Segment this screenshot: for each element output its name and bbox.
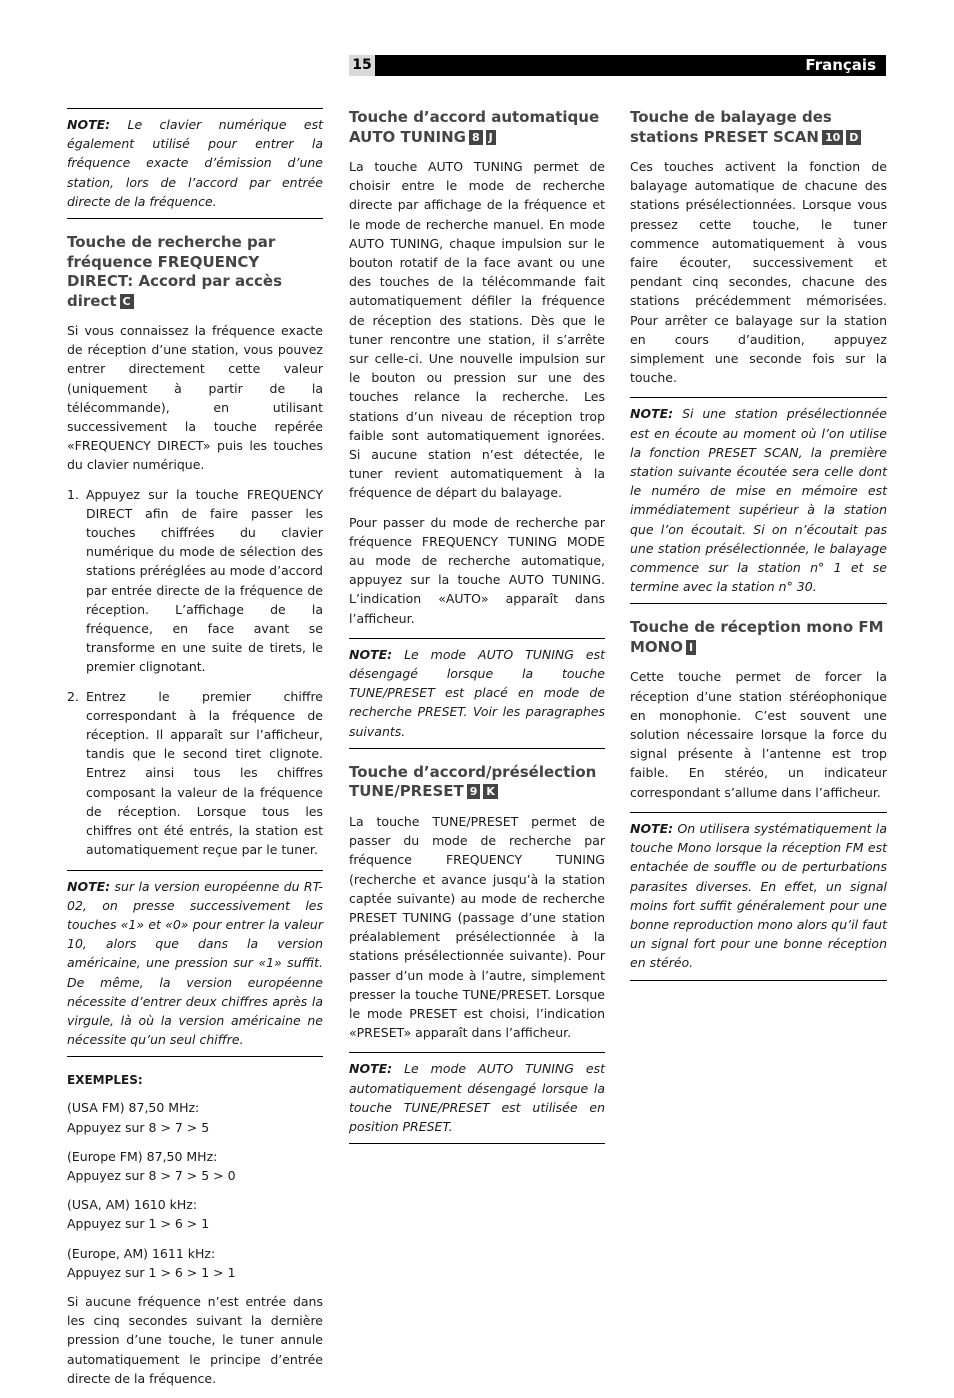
examples-heading: EXEMPLES: bbox=[67, 1073, 143, 1088]
note-box bbox=[630, 397, 887, 604]
page-number: 15 bbox=[349, 55, 375, 76]
column-1 bbox=[67, 108, 323, 1398]
numbered-list bbox=[67, 485, 323, 860]
example-line: (USA FM) 87,50 MHz: bbox=[67, 1100, 200, 1116]
example-line: Appuyez sur 1 > 6 > 1 > 1 bbox=[67, 1264, 236, 1280]
key-badge: 8 bbox=[469, 130, 483, 145]
example-line: Appuyez sur 8 > 7 > 5 bbox=[67, 1119, 210, 1135]
note-text: Le mode AUTO TUNING est désengagé lorsque la touche TUNE/PRESET est placé en mode de recherche PRESET. Voir les paragraphes suivants. bbox=[349, 646, 605, 739]
heading-text: Touche d’accord automatique AUTO TUNING bbox=[349, 108, 600, 146]
paragraph: Si vous connaissez la fréquence exacte de réception d’une station, vous pouvez entrer directement cette valeur (uniquement à partir de la télécommande), en utilisant successivement la touche repérée «FREQUENCY DIRECT» puis les touches du clavier numérique. bbox=[67, 323, 323, 473]
section-heading bbox=[630, 108, 887, 147]
paragraph: Ces touches activent la fonction de balayage automatique de chacune des stations présélectionnées. Lorsque vous pressez cette touche, le tuner commence automatiquement à vous faire écouter, successivement et pendant cinq secondes, chacune des stations précédemment mémorisées. Pour arrêter ce balayage sur la station en cours d’audition, appuyez simplement une seconde fois sur la touche. bbox=[630, 159, 887, 386]
key-badge: D bbox=[846, 130, 861, 145]
example-line: (Europe FM) 87,50 MHz: bbox=[67, 1148, 218, 1164]
example-line: (USA, AM) 1610 kHz: bbox=[67, 1197, 198, 1213]
note-label: NOTE: bbox=[67, 878, 111, 894]
paragraph: Cette touche permet de forcer la réception d’une station stéréophonique en monophonie. C’est souvent une solution nécessaire lorsque la force du signal présente à l’antenne est trop faible. En stéréo, un indicateur correspondant s’allume dans l’afficheur. bbox=[630, 669, 887, 800]
paragraph: La touche AUTO TUNING permet de choisir entre le mode de recherche directe par affichage de la fréquence et le mode de recherche manuel. En mode AUTO TUNING, chaque impulsion sur le bouton rotatif de la face avant ou une des touches de la télécommande fait automatiquement défiler la fréquence de réception des stations. Dès que le tuner rencontre une station, il s’arrête sur celle-ci. Une nouvelle impulsion sur le bouton ou pression sur une des touches relance la recherche. Les stations d’un niveau de réception trop faible sont automatiquement ignorées. Si aucune station n’est détectée, le tuner revient automatiquement à la fréquence de départ du balayage. bbox=[349, 159, 605, 501]
key-badge: 9 bbox=[467, 784, 481, 799]
heading-text: Touche d’accord/présélection TUNE/PRESET bbox=[349, 762, 597, 801]
example bbox=[67, 1147, 323, 1185]
example bbox=[67, 1195, 323, 1233]
example-line: Appuyez sur 8 > 7 > 5 > 0 bbox=[67, 1167, 236, 1183]
list-number: 1. bbox=[67, 486, 79, 502]
note-text: Le clavier numérique est également utilisé pour entrer la fréquence exacte d’émission d’une station, lors de l’accord par entrée directe de la fréquence. bbox=[67, 117, 323, 209]
examples-list bbox=[67, 1098, 323, 1282]
note-box bbox=[349, 638, 605, 749]
note-label: NOTE: bbox=[630, 820, 674, 836]
heading-text: Touche de balayage des stations PRESET SCAN bbox=[630, 108, 832, 146]
language-label: Français bbox=[805, 56, 876, 74]
column-3 bbox=[630, 108, 887, 995]
note-box bbox=[67, 108, 323, 219]
example bbox=[67, 1244, 323, 1282]
list-item bbox=[67, 687, 323, 860]
note-label: NOTE: bbox=[349, 1061, 393, 1077]
example-line: (Europe, AM) 1611 kHz: bbox=[67, 1245, 216, 1261]
key-badge: 10 bbox=[822, 130, 843, 145]
example-line: Appuyez sur 1 > 6 > 1 bbox=[67, 1216, 210, 1232]
note-label: NOTE: bbox=[67, 117, 111, 132]
note-box bbox=[349, 1052, 605, 1144]
section-heading bbox=[349, 763, 605, 802]
heading-text: Touche de recherche par fréquence FREQUENCY DIRECT: Accord par accès direct bbox=[67, 233, 283, 310]
section-heading bbox=[349, 108, 605, 147]
list-text: Entrez le premier chiffre correspondant à la fréquence de réception. Il apparaît sur l’afficheur, tandis que le second tiret clignote. Entrez ainsi tous les chiffres composant la valeur de la fréquence de réception. Lorsque tous les chiffres ont été entrés, la station est automatiquement reçue par le tuner. bbox=[86, 688, 323, 858]
note-box bbox=[67, 870, 323, 1058]
section-heading bbox=[630, 618, 887, 657]
note-box bbox=[630, 812, 887, 981]
key-badge: K bbox=[483, 784, 498, 799]
note-label: NOTE: bbox=[630, 406, 674, 422]
section-heading bbox=[67, 233, 323, 311]
key-badge: J bbox=[486, 130, 496, 145]
list-item bbox=[67, 485, 323, 677]
note-text: sur la version européenne du RT-02, on presse successivement les touches «1» et «0» pour entrer la valeur 10, alors que dans la version américaine, une pression sur «1» suffit. De même, la version européenne nécessite d’entrer deux chiffres après la virgule, là où la version américaine ne nécessite qu’un seul chiffre. bbox=[67, 878, 323, 1048]
paragraph: La touche TUNE/PRESET permet de passer du mode de recherche par fréquence FREQUENCY TUNING (recherche et avance jusqu’à la station captée suivante) au mode de recherche PRESET TUNING (passage d’une station préalablement présélectionnée à la stations présélectionnée suivante). Pour passer d’un mode à l’autre, simplement presser la touche TUNE/PRESET. Lorsque le mode PRESET est choisi, l’indication «PRESET» apparaît dans l’afficheur. bbox=[349, 813, 605, 1041]
example bbox=[67, 1098, 323, 1136]
list-text: Appuyez sur la touche FREQUENCY DIRECT afin de faire passer les touches chiffrées du clavier numérique du mode de sélection des stations préréglées au mode d’accord par entrée directe de la fréquence de réception. L’affichage de la fréquence, en face avant se transforme en une suite de tirets, le premier clignotant. bbox=[86, 486, 323, 675]
note-label: NOTE: bbox=[349, 646, 393, 662]
column-2 bbox=[349, 108, 605, 1158]
list-number: 2. bbox=[67, 688, 79, 704]
note-text: Le mode AUTO TUNING est automatiquement désengagé lorsque la touche TUNE/PRESET est utilisée en position PRESET. bbox=[349, 1061, 605, 1134]
note-text: On utilisera systématiquement la touche Mono lorsque la réception FM est entachée de souffle ou de perturbations parasites diverses. En effet, un signal moins fort suffit généralement pour une bonne reproduction mono alors qu’il faut un signal fort pour une bonne réception en stéréo. bbox=[630, 820, 887, 971]
note-text: Si une station présélectionnée est en écoute au moment où l’on utilise la fonction PRESET SCAN, la première station suivante écoutée sera celle dont le numéro de mise en mémoire est immédiatement supérieur à la station que l’on écoutait. Si on n’écoutait pas une station présélectionnée, le balayage commence sur la station n° 1 et se termine avec la station n° 30. bbox=[630, 406, 887, 595]
heading-text: Touche de réception mono FM MONO bbox=[630, 618, 884, 656]
key-badge: I bbox=[686, 640, 696, 655]
key-badge: C bbox=[120, 294, 134, 309]
paragraph: Pour passer du mode de recherche par fréquence FREQUENCY TUNING MODE au mode de recherche automatique, appuyez sur la touche AUTO TUNING. L’indication «AUTO» apparaît dans l’afficheur. bbox=[349, 514, 605, 626]
paragraph: Si aucune fréquence n’est entrée dans les cinq secondes suivant la dernière pression d’une touche, le tuner annule automatiquement le principe d’entrée directe de la fréquence. bbox=[67, 1293, 323, 1386]
